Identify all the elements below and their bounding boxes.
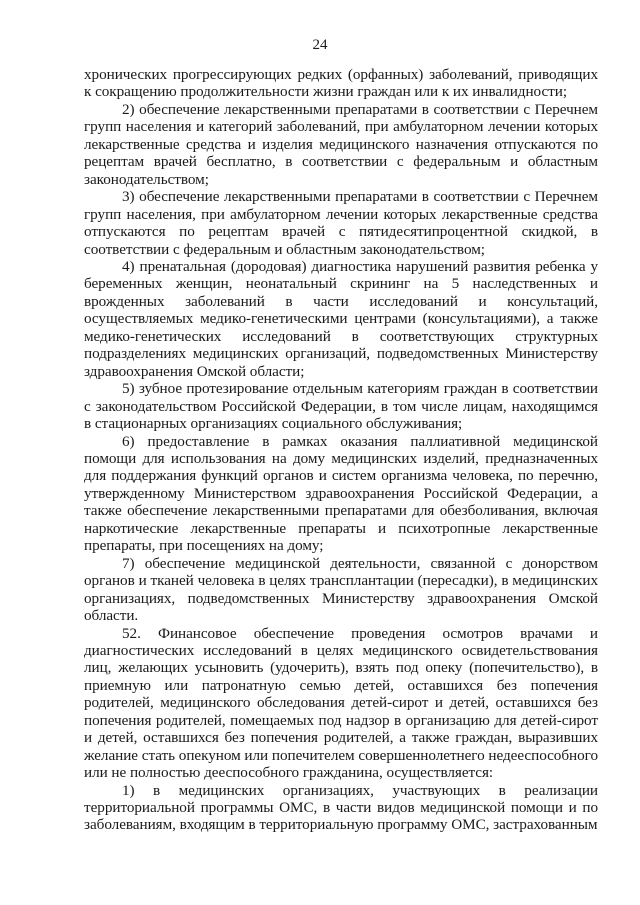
paragraph-item-52: 52. Финансовое обеспечение проведения осмотров врачами и диагностических исследований в целях медицинского освидетельствования лиц, желающих усыновить (удочерить), взять под опеку (попечительство), в приемную или патронатную семью детей, оставшихся без попечения родителей, медицинского обследования детей-сирот и детей, оставшихся без попечения родителей, помещаемых под надзор в организацию для детей-сирот и детей, оставшихся без попечения родителей, а также граждан, выразивших желание стать опекуном или попечителем совершеннолетнего недееспособного или не полностью дееспособного гражданина, осуществляется: [84, 624, 598, 782]
paragraph-item-6: 6) предоставление в рамках оказания паллиативной медицинской помощи для использования на дому медицинских изделий, предназначенных для поддержания функций органов и систем организма человека, по перечню, утвержденному Министерством здравоохранения Российской Федерации, а также обеспечение лекарственными препаратами для обезболивания, включая наркотические лекарственные препараты и психотропные лекарственные препараты, при посещениях на дому; [84, 432, 598, 555]
paragraph-item-3: 3) обеспечение лекарственными препаратами в соответствии с Перечнем групп населения, при амбулаторном лечении которых лекарственные средства отпускаются по рецептам врачей с пятидесятипроцентной скидкой, в соответствии с федеральным и областным законодательством; [84, 188, 598, 258]
paragraph-item-7: 7) обеспечение медицинской деятельности, связанной с донорством органов и тканей человека в целях трансплантации (пересадки), в медицинских организациях, подведомственных Министерству здравоохранения Омской области. [84, 554, 598, 625]
page-number: 24 [312, 37, 328, 53]
document-body [84, 66, 598, 834]
paragraph-item-5: 5) зубное протезирование отдельным категориям граждан в соответствии с законодательством Российской Федерации, в том числе лицам, находящимся в стационарных организациях социального обслуживания; [84, 380, 598, 433]
paragraph-item-4: 4) пренатальная (дородовая) диагностика нарушений развития ребенка у беременных женщин, неонатальный скрининг на 5 наследственных и врожденных заболеваний в части исследований и консультаций, осуществляемых медико-генетическими центрами (консультациями), а также медико-генетических исследований в соответствующих структурных подразделениях медицинских организаций, подведомственных Министерству здравоохранения Омской области; [84, 257, 598, 380]
paragraph-continuation: хронических прогрессирующих редких (орфанных) заболеваний, приводящих к сокращению продолжительности жизни граждан или к их инвалидности; [84, 66, 598, 101]
paragraph-item-52-1: 1) в медицинских организациях, участвующих в реализации территориальной программы ОМС, в части видов медицинской помощи и по заболеваниям, входящим в территориальную программу ОМС, застрахованным [84, 781, 598, 834]
paragraph-item-2: 2) обеспечение лекарственными препаратами в соответствии с Перечнем групп населения и категорий заболеваний, при амбулаторном лечении которых лекарственные средства и изделия медицинского назначения отпускаются по рецептам врачей бесплатно, в соответствии с федеральным и областным законодательством; [84, 100, 598, 188]
